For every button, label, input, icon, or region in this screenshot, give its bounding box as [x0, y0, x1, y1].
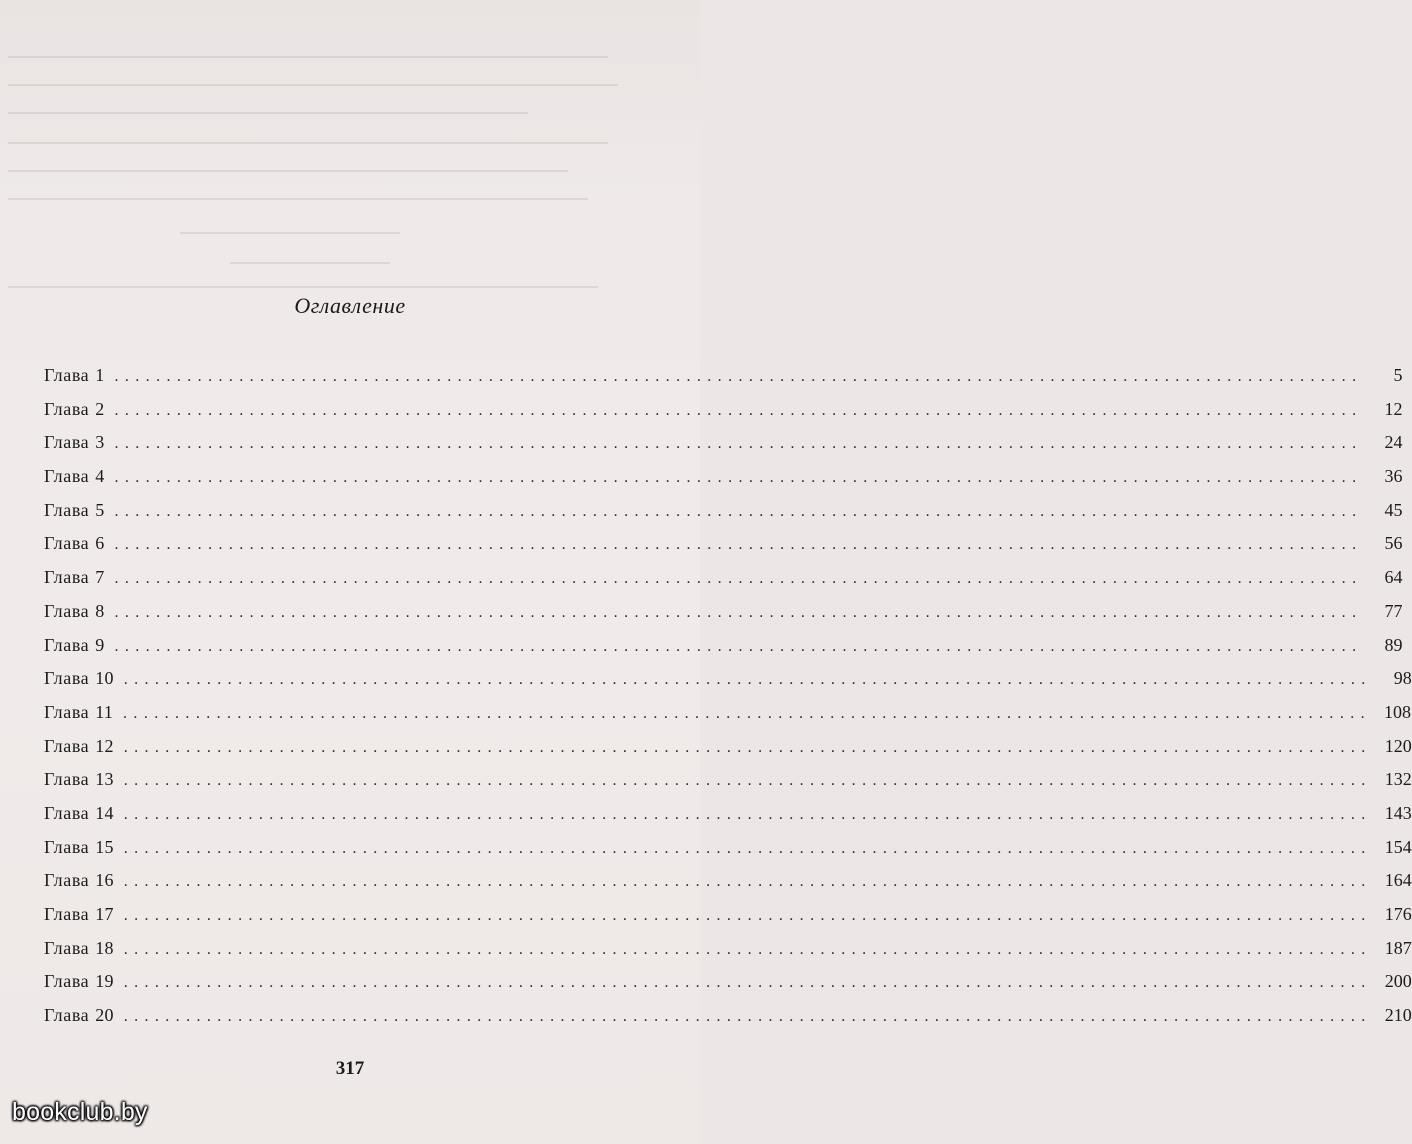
toc-entry-page: 89: [1384, 634, 1403, 655]
toc-entry: [44, 393, 1403, 427]
toc-entry-number: 16: [95, 870, 114, 891]
toc-entry: [44, 999, 1412, 1033]
toc-entry-page: 98: [1393, 668, 1412, 689]
toc-dot-leader: ........................................................................................................................: [123, 940, 1372, 958]
toc-dot-leader: ........................................................................................................................: [114, 469, 1363, 487]
toc-entry-label: [44, 730, 114, 764]
toc-entry: [44, 864, 1412, 898]
toc-entry-word: Глава: [44, 668, 90, 689]
toc-entry-word: Глава: [44, 600, 90, 621]
toc-entry-label: [44, 359, 104, 393]
toc-entry: [44, 797, 1412, 831]
toc-entry-word: Глава: [44, 971, 90, 992]
toc-dot-leader: ........................................................................................................................: [114, 435, 1363, 453]
toc-entry-number: 14: [95, 802, 114, 823]
toc-entry-number: 8: [95, 600, 105, 621]
toc-dot-leader: ........................................................................................................................: [123, 1008, 1372, 1026]
toc-entry-number: 5: [95, 499, 105, 520]
toc-dot-leader: ........................................................................................................................: [123, 805, 1372, 823]
toc-entry-page: 154: [1384, 836, 1412, 857]
toc-entry-page: 64: [1384, 567, 1403, 588]
toc-entry-label: [44, 393, 104, 427]
toc-entry-word: Глава: [44, 398, 90, 419]
toc-entry-label: [44, 561, 104, 595]
bleed-line: [230, 262, 390, 264]
bleed-line: [8, 286, 598, 288]
toc-dot-leader: ........................................................................................................................: [114, 637, 1363, 655]
toc-dot-leader: ........................................................................................................................: [123, 671, 1372, 689]
toc-entry-number: 2: [95, 398, 105, 419]
toc-entry: [44, 494, 1403, 528]
toc-entry-page: 45: [1384, 499, 1403, 520]
toc-entry-number: 4: [95, 466, 105, 487]
toc-entry-page: 36: [1384, 466, 1403, 487]
toc-entry-page: 120: [1384, 735, 1412, 756]
toc-entry-word: Глава: [44, 634, 90, 655]
toc-entry: [44, 696, 1412, 730]
toc-dot-leader: ........................................................................................................................: [114, 536, 1363, 554]
toc-entry-label: [44, 932, 114, 966]
toc-entry-number: 15: [95, 836, 114, 857]
toc-entry-word: Глава: [44, 836, 90, 857]
toc-entry: [44, 763, 1412, 797]
toc-entry-page: 143: [1384, 802, 1412, 823]
toc-dot-leader: ........................................................................................................................: [123, 704, 1372, 722]
toc-dot-leader: ........................................................................................................................: [123, 772, 1372, 790]
toc-entry-number: 9: [95, 634, 105, 655]
bleed-line: [8, 56, 608, 58]
toc-entry-number: 18: [95, 937, 114, 958]
toc-entry-word: Глава: [44, 432, 90, 453]
toc-dot-leader: ........................................................................................................................: [114, 401, 1363, 419]
toc-list: [44, 359, 1412, 1033]
toc-entry-label: [44, 797, 114, 831]
toc-entry-label: [44, 831, 114, 865]
toc-entry-number: 20: [95, 1005, 114, 1026]
toc-entry-number: 10: [95, 668, 114, 689]
toc-entry-page: 77: [1384, 600, 1403, 621]
toc-entry-label: [44, 898, 114, 932]
toc-dot-leader: ........................................................................................................................: [123, 873, 1372, 891]
toc-entry-number: 17: [95, 904, 114, 924]
toc-entry: [44, 460, 1403, 494]
toc-dot-leader: ........................................................................................................................: [123, 738, 1372, 756]
toc-entry-word: Глава: [44, 802, 90, 823]
toc-title: Оглавление: [294, 293, 406, 318]
bleed-line: [8, 84, 618, 86]
toc-entry-number: 3: [95, 432, 105, 453]
toc-entry-word: Глава: [44, 567, 90, 588]
toc-entry-page: 132: [1384, 769, 1412, 790]
toc-dot-leader: ........................................................................................................................: [114, 502, 1363, 520]
toc-entry-word: Глава: [44, 499, 90, 520]
toc-entry-word: Глава: [44, 735, 90, 756]
toc-entry-number: 12: [95, 735, 114, 756]
toc-entry: [44, 965, 1412, 999]
toc-entry: [44, 662, 1412, 696]
toc-entry-label: [44, 864, 114, 898]
toc-entry-label: [44, 763, 114, 797]
toc-entry-label: [44, 527, 104, 561]
toc-entry-word: Глава: [44, 466, 90, 487]
toc-dot-leader: ........................................................................................................................: [114, 603, 1363, 621]
toc-entry-number: 1: [95, 365, 105, 385]
toc-dot-leader: ........................................................................................................................: [123, 974, 1372, 992]
toc-entry-page: 164: [1384, 870, 1412, 891]
toc-entry-label: [44, 999, 114, 1033]
toc-entry: [44, 527, 1403, 561]
toc-dot-leader: ........................................................................................................................: [123, 839, 1372, 857]
toc-entry-number: 7: [95, 567, 105, 588]
toc-entry-word: Глава: [44, 870, 90, 891]
toc-entry-page: 24: [1384, 432, 1403, 453]
toc-entry-label: [44, 494, 104, 528]
toc-entry: [44, 831, 1412, 865]
toc-entry-number: 13: [95, 769, 114, 790]
toc-entry: [44, 629, 1403, 663]
toc-entry: [44, 561, 1403, 595]
toc-entry: [44, 426, 1403, 460]
toc-entry-word: Глава: [44, 769, 90, 790]
toc-entry: [44, 359, 1403, 393]
toc-entry-number: 19: [95, 971, 114, 992]
toc-entry-word: Глава: [44, 365, 90, 385]
toc-entry-word: Глава: [44, 904, 90, 924]
bleed-line: [8, 198, 588, 200]
toc-entry-page: 12: [1384, 398, 1403, 419]
bleed-line: [180, 232, 400, 234]
bleed-line: [8, 112, 528, 114]
toc-dot-leader: ........................................................................................................................: [123, 907, 1372, 924]
toc-dot-leader: ........................................................................................................................: [114, 368, 1363, 385]
toc-entry-word: Глава: [44, 1005, 90, 1026]
toc-entry-word: Глава: [44, 937, 90, 958]
toc-entry-word: Глава: [44, 701, 90, 722]
toc-entry-number: 6: [95, 533, 105, 554]
toc-entry: [44, 595, 1403, 629]
toc-entry-page: 108: [1384, 701, 1412, 722]
bleed-line: [8, 170, 568, 172]
toc-dot-leader: ........................................................................................................................: [114, 570, 1363, 588]
toc-entry-label: [44, 460, 104, 494]
toc-entry-label: [44, 629, 104, 663]
toc-entry-page: 187: [1384, 937, 1412, 958]
toc-entry-page: 200: [1384, 971, 1412, 992]
toc-entry-label: [44, 965, 114, 999]
toc-entry-label: [44, 595, 104, 629]
toc-entry-number: 11: [95, 701, 114, 722]
toc-entry-label: [44, 696, 113, 730]
toc-entry-page: 210: [1384, 1005, 1412, 1026]
bleed-through-text: [0, 0, 700, 340]
toc-entry: [44, 932, 1412, 966]
toc-entry-label: [44, 426, 104, 460]
toc-entry-label: [44, 662, 114, 696]
toc-entry: [44, 898, 1412, 932]
toc-entry-page: 176: [1384, 904, 1412, 924]
bleed-line: [8, 142, 608, 144]
toc-entry-page: 5: [1393, 365, 1403, 385]
toc-entry-word: Глава: [44, 533, 90, 554]
page-number: 317: [335, 1058, 365, 1079]
watermark: bookclub.by: [12, 1098, 148, 1126]
toc-entry: [44, 730, 1412, 764]
toc-entry-page: 56: [1384, 533, 1403, 554]
